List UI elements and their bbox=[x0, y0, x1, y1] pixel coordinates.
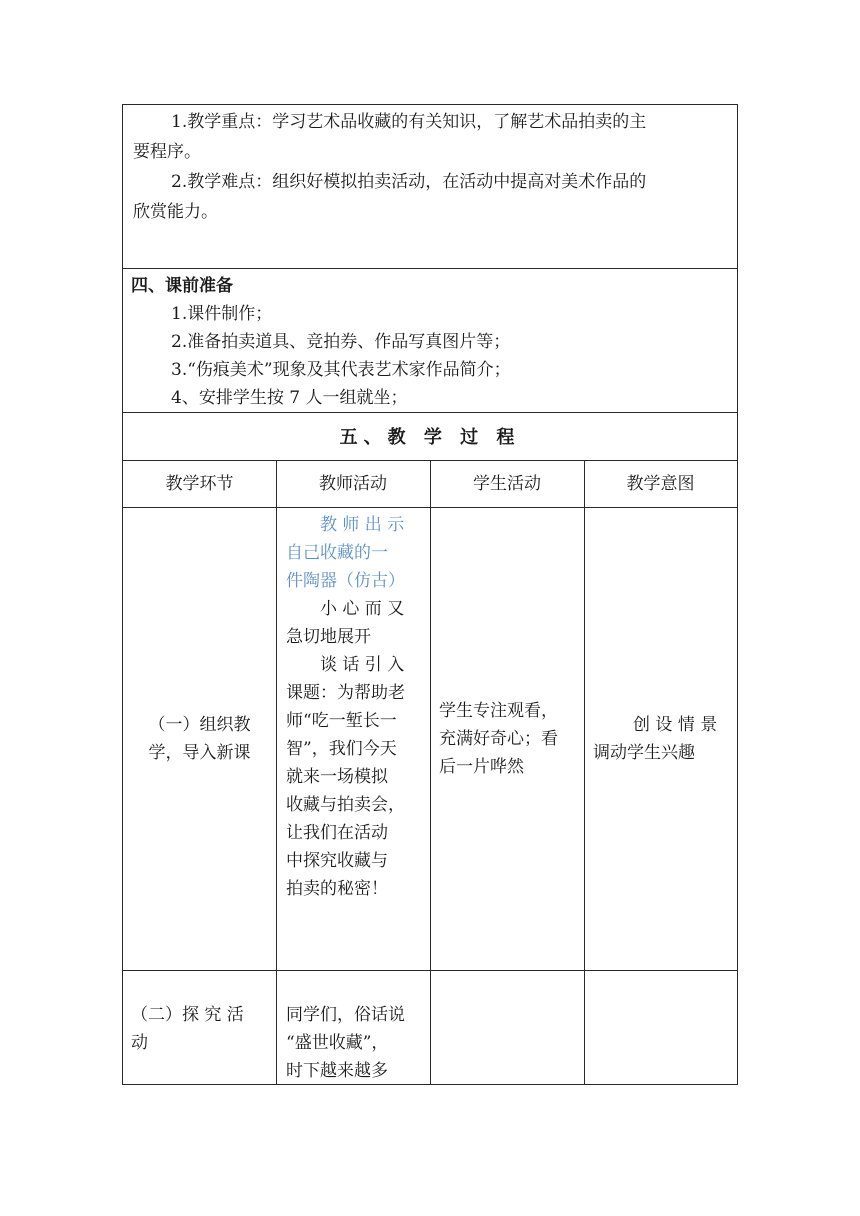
header-intent: 教学意图 bbox=[626, 474, 695, 494]
row1-teacher: 教 师 出 示 自己收藏的一 件陶器（仿古） 小 心 而 又 急切地展开 谈 话 引 入 课题：为帮助老 师“吃一堑长一 智”，我们今天 就来一场模拟 收藏与拍卖会， 让我们在活动 中探究收藏与 拍卖的秘密！ bbox=[286, 515, 405, 899]
prep-item: 1.课件制作； bbox=[171, 304, 273, 324]
prep-item: 2.准备拍卖道具、竞拍券、作品写真图片等； bbox=[171, 332, 511, 352]
header-teacher: 教师活动 bbox=[319, 474, 387, 494]
process-table bbox=[122, 460, 738, 1085]
focus-line-2b: 欣赏能力。 bbox=[133, 202, 218, 222]
row1-intent: 创 设 情 景 调动学生兴趣 bbox=[593, 715, 718, 763]
row2-stage: （二）探 究 活 动 bbox=[131, 1005, 244, 1053]
prep-heading: 四、课前准备 bbox=[131, 276, 233, 296]
header-stage: 教学环节 bbox=[165, 474, 234, 494]
row2-teacher: 同学们，俗话说 “盛世收藏”， 时下越来越多 bbox=[286, 1005, 405, 1081]
row1-stage: （一）组织教 学，导入新课 bbox=[148, 715, 251, 763]
row1-student: 学生专注观看， 充满好奇心；看 后一片哗然 bbox=[439, 701, 558, 777]
prep-section bbox=[122, 268, 738, 412]
header-student: 学生活动 bbox=[473, 474, 541, 494]
focus-line-1a: 1.教学重点：学习艺术品收藏的有关知识，了解艺术品拍卖的主 bbox=[171, 112, 647, 132]
process-title: 五、教 学 过 程 bbox=[339, 427, 521, 448]
prep-item: 4、安排学生按 7 人一组就坐； bbox=[171, 388, 408, 408]
focus-line-1b: 要程序。 bbox=[133, 142, 201, 162]
process-title-row bbox=[122, 412, 738, 460]
focus-section bbox=[122, 104, 738, 268]
prep-item: 3.“伤痕美术”现象及其代表艺术家作品简介； bbox=[171, 360, 511, 380]
focus-line-2a: 2.教学难点：组织好模拟拍卖活动，在活动中提高对美术作品的 bbox=[171, 172, 647, 192]
